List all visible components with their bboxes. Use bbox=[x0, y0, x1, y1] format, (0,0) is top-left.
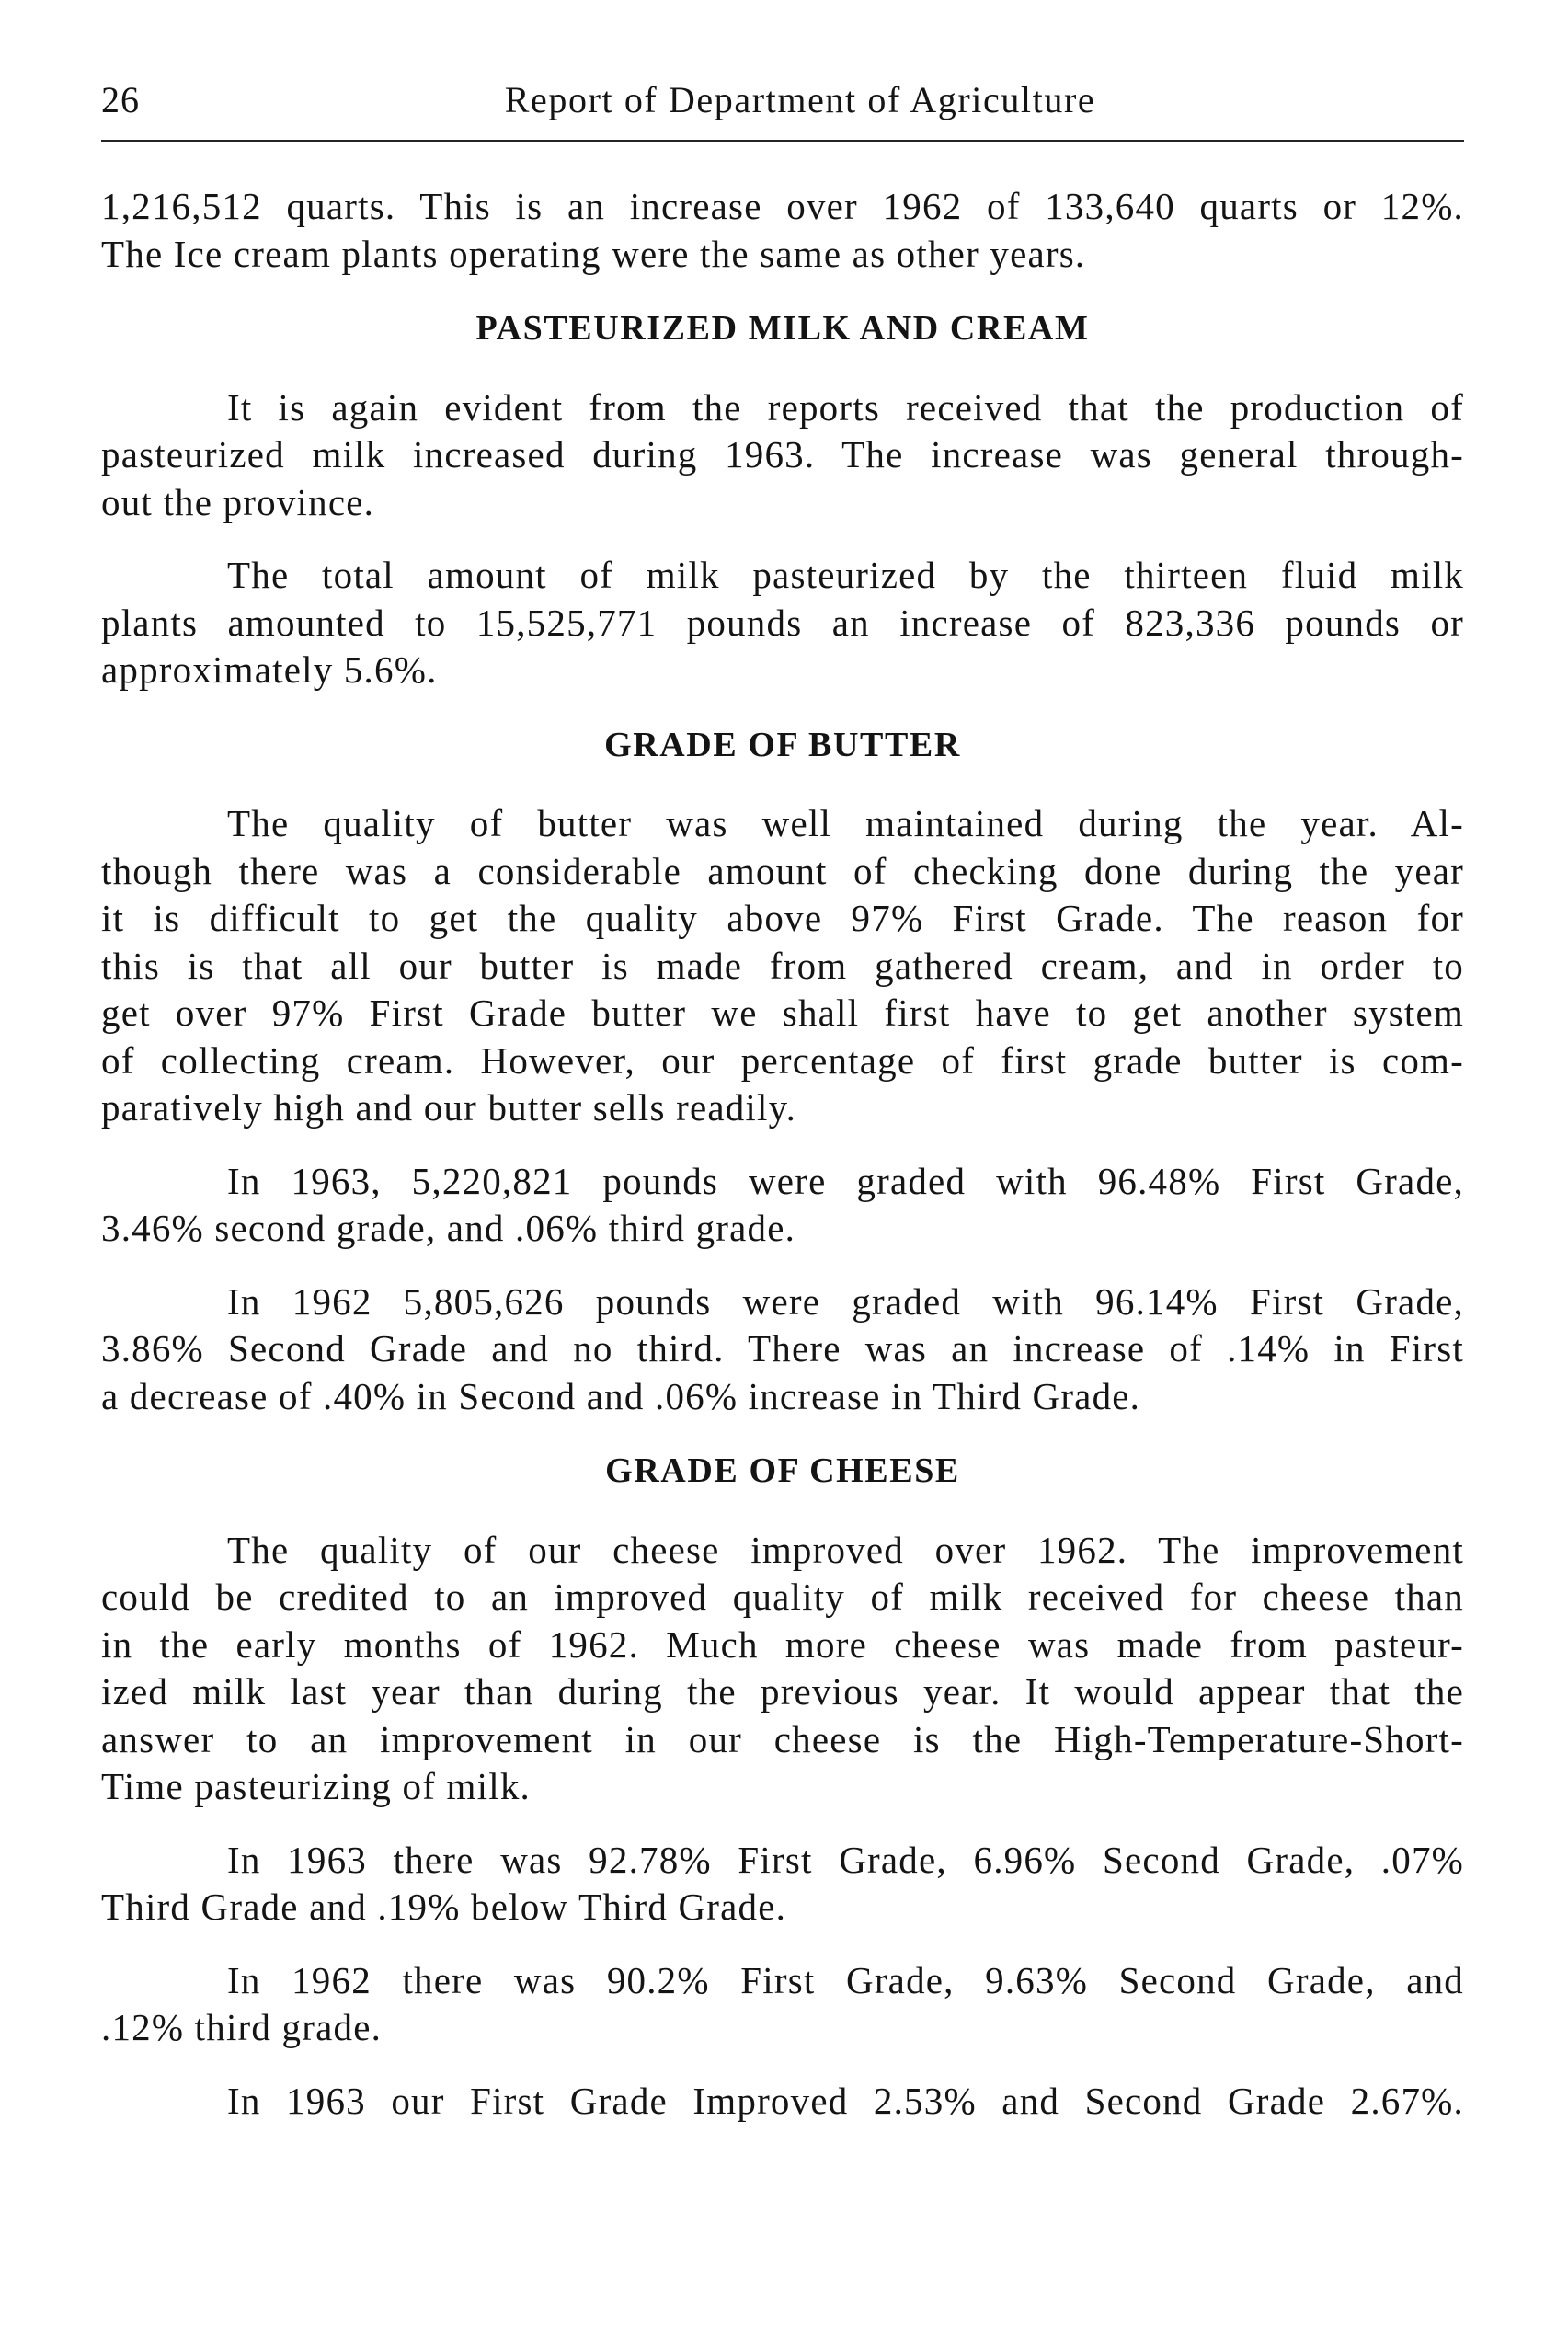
paragraph bbox=[101, 384, 1464, 527]
paragraph bbox=[101, 1278, 1464, 1421]
header-rule bbox=[101, 140, 1464, 142]
text-line: though there was a considerable amount of checking done during the year bbox=[101, 849, 1464, 892]
text-line: this is that all our butter is made from gathered cream, and in order to bbox=[101, 944, 1464, 987]
text-line: plants amounted to 15,525,771 pounds an increase of 823,336 pounds or bbox=[101, 601, 1464, 644]
text-line: In 1962 5,805,626 pounds were graded with 96.14% First Grade, bbox=[227, 1279, 1464, 1323]
text-line: in the early months of 1962. Much more cheese was made from pasteur- bbox=[101, 1622, 1464, 1666]
text-line: paratively high and our butter sells readily. bbox=[101, 1086, 797, 1129]
page-number: 26 bbox=[101, 79, 140, 120]
paragraph bbox=[101, 1837, 1464, 1932]
text-line: could be credited to an improved quality of milk received for cheese than bbox=[101, 1576, 1464, 1618]
text-line: pasteurized milk increased during 1963. The increase was general through- bbox=[101, 433, 1464, 476]
text-line: In 1963, 5,220,821 pounds were graded with 96.48% First Grade, bbox=[227, 1159, 1464, 1202]
text-line: Third Grade and .19% below Third Grade. bbox=[101, 1886, 787, 1928]
section-heading: GRADE OF CHEESE bbox=[605, 1451, 960, 1490]
text-line: 1,216,512 quarts. This is an increase over 1962 of 133,640 quarts or 12%. bbox=[101, 185, 1464, 227]
text-line: The quality of butter was well maintained during the year. Al- bbox=[227, 802, 1464, 844]
section-heading: PASTEURIZED MILK AND CREAM bbox=[475, 309, 1090, 348]
text-line: In 1963 there was 92.78% First Grade, 6.96% Second Grade, .07% bbox=[227, 1838, 1464, 1881]
text-line: The quality of our cheese improved over 1962. The improvement bbox=[227, 1528, 1464, 1571]
text-line: 3.86% Second Grade and no third. There was an increase of .14% in First bbox=[101, 1327, 1464, 1370]
paragraph bbox=[101, 800, 1464, 1132]
running-title: Report of Department of Agriculture bbox=[504, 79, 1096, 120]
paragraph bbox=[101, 1527, 1464, 1811]
text-line: out the province. bbox=[101, 480, 375, 523]
page-body bbox=[101, 183, 1464, 2125]
text-line: it is difficult to get the quality above 97% First Grade. The reason for bbox=[101, 897, 1464, 939]
paragraph bbox=[101, 1957, 1464, 2052]
section-heading: GRADE OF BUTTER bbox=[604, 725, 961, 764]
text-line: a decrease of .40% in Second and .06% increase in Third Grade. bbox=[101, 1374, 1141, 1417]
text-line: The total amount of milk pasteurized by the thirteen fluid milk bbox=[227, 554, 1464, 596]
paragraph bbox=[101, 552, 1464, 694]
text-line: get over 97% First Grade butter we shall first have to get another system bbox=[101, 992, 1464, 1034]
paragraph bbox=[101, 1158, 1464, 1253]
text-line: In 1962 there was 90.2% First Grade, 9.63% Second Grade, and bbox=[227, 1958, 1464, 2001]
text-line: approximately 5.6%. bbox=[101, 648, 438, 691]
text-line: .12% third grade. bbox=[101, 2006, 383, 2048]
text-line: ized milk last year than during the previous year. It would appear that the bbox=[101, 1670, 1464, 1713]
paragraph bbox=[101, 2078, 1464, 2126]
text-line: The Ice cream plants operating were the same as other years. bbox=[101, 232, 1086, 275]
text-line: 3.46% second grade, and .06% third grade. bbox=[101, 1207, 796, 1249]
text-line: It is again evident from the reports received that the production of bbox=[227, 385, 1464, 429]
text-line: Time pasteurizing of milk. bbox=[101, 1765, 531, 1807]
text-line: of collecting cream. However, our percentage of first grade butter is com- bbox=[101, 1038, 1464, 1082]
paragraph bbox=[101, 183, 1464, 278]
text-line: In 1963 our First Grade Improved 2.53% and Second Grade 2.67%. bbox=[227, 2079, 1464, 2122]
text-line: answer to an improvement in our cheese is the High-Temperature-Short- bbox=[101, 1717, 1464, 1760]
page-header bbox=[101, 76, 1464, 124]
